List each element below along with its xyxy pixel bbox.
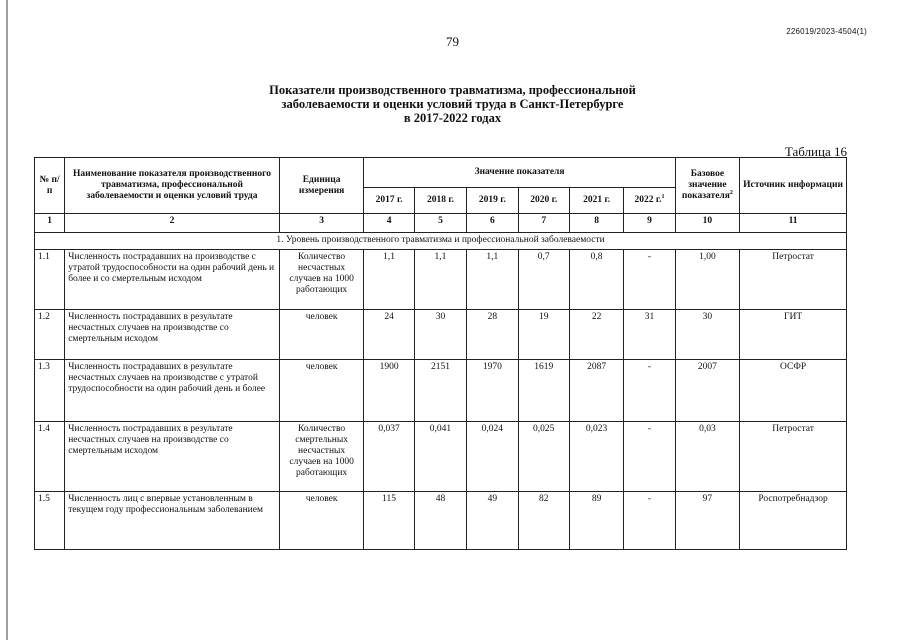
row-source: ГИТ [740,310,847,360]
row-value-2019: 0,024 [467,422,518,492]
row-value-2017: 1900 [364,360,414,422]
row-value-2021: 0,8 [569,250,623,310]
row-value-2018: 2151 [414,360,466,422]
row-value-2018: 1,1 [414,250,466,310]
row-value-2018: 48 [414,492,466,550]
row-source: Петростат [740,250,847,310]
column-number: 9 [624,214,675,233]
header-year-2022-footnote: 1 [661,193,665,200]
row-value-2022: 31 [624,310,675,360]
row-indicator-name: Численность пострадавших в результате несчастных случаев на производстве с утратой трудоспособности на один рабочий день и более [65,360,280,422]
header-year-2019: 2019 г. [467,188,518,214]
column-number: 6 [467,214,518,233]
row-index: 1.4 [35,422,65,492]
section-title: 1. Уровень производственного травматизма и профессиональной заболеваемости [35,233,847,250]
header-year-2020: 2020 г. [518,188,569,214]
document-id: 226019/2023-4504(1) [786,27,867,36]
table-row [35,422,847,492]
row-indicator-name: Численность пострадавших на производстве с утратой трудоспособности на один рабочий день и более и со смертельным исходом [65,250,280,310]
row-unit: Количество несчастных случаев на 1000 работающих [279,250,364,310]
header-base-text: Базовое значение показателя [681,169,730,201]
row-value-2022: - [624,422,675,492]
title-line: в 2017-2022 годах [403,111,502,125]
row-unit: человек [279,492,364,550]
column-number: 10 [675,214,739,233]
row-base-value: 97 [675,492,739,550]
row-indicator-name: Численность пострадавших в результате несчастных случаев на производстве со смертельным исходом [65,310,280,360]
document-title [0,83,905,125]
title-line: заболеваемости и оценки условий труда в Санкт-Петербурге [281,97,624,111]
row-value-2018: 0,041 [414,422,466,492]
row-base-value: 30 [675,310,739,360]
header-year-2021: 2021 г. [569,188,623,214]
row-value-2022: - [624,492,675,550]
header-year-2017: 2017 г. [364,188,414,214]
row-value-2020: 0,7 [518,250,569,310]
section-row [35,233,847,250]
table-label: Таблица 16 [784,144,847,159]
row-value-2018: 30 [414,310,466,360]
column-number: 8 [569,214,623,233]
row-value-2022: - [624,360,675,422]
table-row [35,492,847,550]
column-number: 5 [414,214,466,233]
column-number: 1 [35,214,65,233]
row-unit: человек [279,360,364,422]
row-value-2017: 24 [364,310,414,360]
row-value-2017: 0,037 [364,422,414,492]
row-source: ОСФР [740,360,847,422]
table-row [35,310,847,360]
row-indicator-name: Численность пострадавших в результате несчастных случаев на производстве со смертельным исходом [65,422,280,492]
header-base-footnote: 2 [729,189,733,196]
indicators-table [34,157,847,550]
row-value-2020: 0,025 [518,422,569,492]
row-value-2021: 0,023 [569,422,623,492]
header-year-2022 [624,188,675,214]
row-source: Петростат [740,422,847,492]
row-unit: Количество смертельных несчастных случаев на 1000 работающих [279,422,364,492]
row-value-2017: 1,1 [364,250,414,310]
row-value-2019: 28 [467,310,518,360]
column-number: 11 [740,214,847,233]
row-index: 1.1 [35,250,65,310]
table-row [35,250,847,310]
row-value-2017: 115 [364,492,414,550]
row-index: 1.3 [35,360,65,422]
row-value-2019: 49 [467,492,518,550]
row-index: 1.2 [35,310,65,360]
row-value-2019: 1,1 [467,250,518,310]
column-number: 3 [279,214,364,233]
header-base-value [675,158,739,214]
row-base-value: 1,00 [675,250,739,310]
row-value-2020: 82 [518,492,569,550]
column-number-row [35,214,847,233]
column-number: 4 [364,214,414,233]
row-unit: человек [279,310,364,360]
header-unit: Единица измерения [279,158,364,214]
header-indicator-name: Наименование показателя производственного травматизма, профессиональной заболеваемости и оценки условий труда [65,158,280,214]
row-indicator-name: Численность лиц с впервые установленным в текущем году профессиональным заболеванием [65,492,280,550]
row-base-value: 0,03 [675,422,739,492]
header-year-2022-text: 2022 г. [634,195,662,205]
row-value-2021: 2087 [569,360,623,422]
table-row [35,360,847,422]
column-number: 7 [518,214,569,233]
header-year-2018: 2018 г. [414,188,466,214]
header-num: № п/п [35,158,65,214]
row-value-2019: 1970 [467,360,518,422]
header-values-group: Значение показателя [364,158,675,188]
row-value-2021: 22 [569,310,623,360]
row-base-value: 2007 [675,360,739,422]
row-index: 1.5 [35,492,65,550]
row-value-2022: - [624,250,675,310]
row-source: Роспотребнадзор [740,492,847,550]
row-value-2020: 1619 [518,360,569,422]
column-number: 2 [65,214,280,233]
row-value-2020: 19 [518,310,569,360]
page-number: 79 [446,34,459,49]
title-line: Показатели производственного травматизма, профессиональной [269,83,636,97]
header-source: Источник информации [740,158,847,214]
row-value-2021: 89 [569,492,623,550]
